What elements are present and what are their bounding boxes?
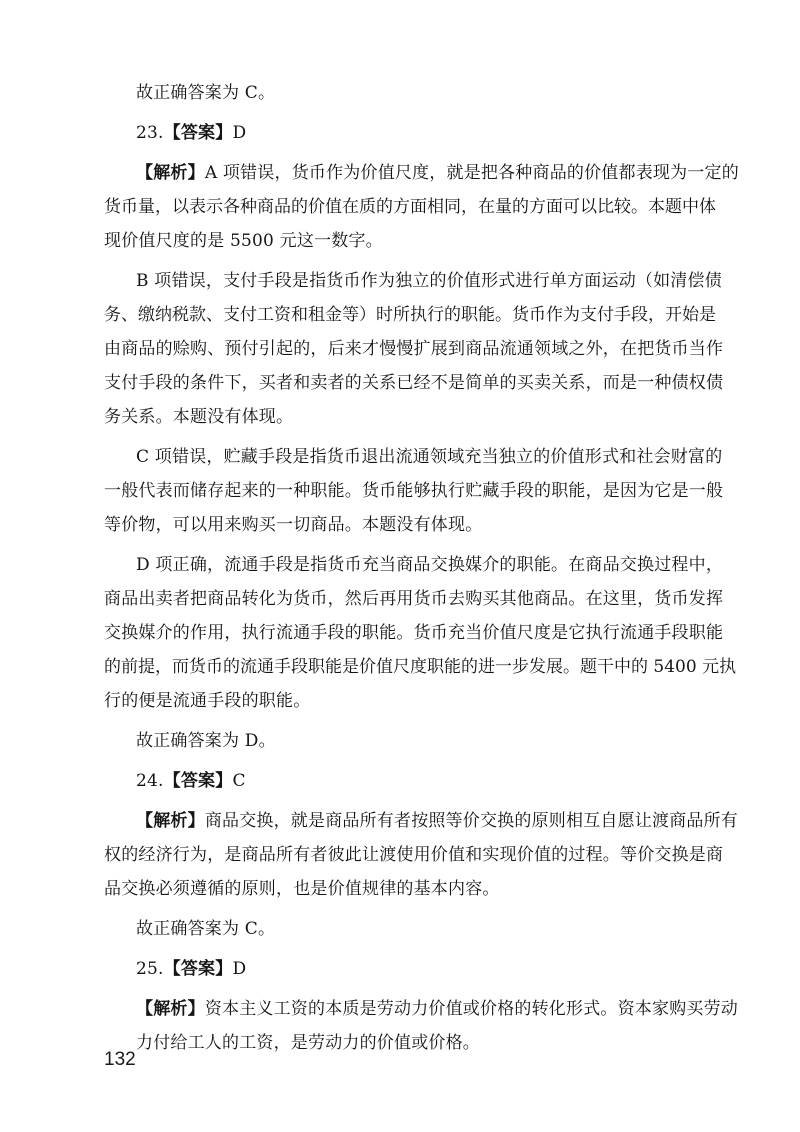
q23-option-d-line-1: D 项正确，流通手段是指货币充当商品交换媒介的职能。在商品交换过程中， [136, 555, 724, 575]
q24-analysis-line-2: 权的经济行为，是商品所有者彼此让渡使用价值和实现价值的过程。等价交换是商 [104, 845, 724, 865]
answer-label: 【答案】 [163, 959, 233, 979]
question-number: 25. [136, 959, 164, 979]
q25-analysis-line-2: 力付给工人的工资，是劳动力的价值或价格。 [136, 1033, 480, 1053]
q24-analysis-line-3: 品交换必须遵循的原则，也是价值规律的基本内容。 [104, 879, 500, 899]
q24-answer-line [104, 764, 738, 798]
q24-analysis-line-1 [104, 804, 738, 838]
analysis-text: 商品交换，就是商品所有者按照等价交换的原则相互自愿让渡商品所有 [204, 811, 739, 831]
q23-option-d-line-5: 行的便是流通手段的职能。 [104, 691, 311, 711]
page-number: 132 [104, 1049, 136, 1070]
q23-option-d-line-4: 的前提，而货币的流通手段职能是价值尺度职能的进一步发展。题干中的 5400 元执 [104, 657, 737, 677]
q23-analysis-line-2: 货币量，以表示各种商品的价值在质的方面相同，在量的方面可以比较。本题中体 [104, 197, 716, 217]
answer-label: 【答案】 [163, 771, 233, 791]
q23-option-d-line-2: 商品出卖者把商品转化为货币，然后再用货币去购买其他商品。在这里，货币发挥 [104, 589, 724, 609]
q23-analysis-line-1 [104, 156, 738, 190]
answer-choice: D [232, 959, 247, 979]
answer-choice: C [232, 771, 246, 791]
q22-conclusion [104, 76, 738, 110]
q23-conclusion: 故正确答案为 D。 [136, 731, 276, 751]
q23-answer-line [104, 116, 738, 150]
analysis-label: 【解析】 [136, 163, 205, 183]
analysis-label: 【解析】 [136, 811, 205, 831]
question-number: 24. [136, 771, 164, 791]
q23-option-c-line-3: 等价物，可以用来购买一切商品。本题没有体现。 [104, 515, 483, 535]
question-number: 23. [136, 123, 164, 143]
q23-option-b-line-3: 由商品的赊购、预付引起的，后来才慢慢扩展到商品流通领域之外，在把货币当作 [104, 339, 724, 359]
q23-option-c-line-2: 一般代表而储存起来的一种职能。货币能够执行贮藏手段的职能，是因为它是一般 [104, 481, 724, 501]
answer-choice: D [232, 123, 247, 143]
conclusion-text: 故正确答案为 C。 [136, 83, 276, 103]
q25-analysis-line-1 [104, 992, 738, 1026]
q23-option-b-line-2: 务、缴纳税款、支付工资和租金等）时所执行的职能。货币作为支付手段，开始是 [104, 305, 716, 325]
q23-analysis-line-3: 现价值尺度的是 5500 元这一数字。 [104, 231, 383, 251]
q25-answer-line [104, 952, 738, 986]
analysis-text: A 项错误，货币作为价值尺度，就是把各种商品的价值都表现为一定的 [204, 163, 739, 183]
q23-option-d-line-3: 交换媒介的作用，执行流通手段的职能。货币充当价值尺度是它执行流通手段职能 [104, 623, 724, 643]
answer-text-column [104, 76, 738, 1060]
analysis-label: 【解析】 [136, 999, 205, 1019]
q23-option-b-line-4: 支付手段的条件下，买者和卖者的关系已经不是简单的买卖关系，而是一种债权债 [104, 373, 724, 393]
q23-option-b-line-1: B 项错误，支付手段是指货币作为独立的价值形式进行单方面运动（如清偿债 [136, 271, 722, 291]
answer-label: 【答案】 [163, 123, 233, 143]
q23-option-c-line-1: C 项错误，贮藏手段是指货币退出流通领域充当独立的价值形式和社会财富的 [136, 447, 723, 467]
q24-conclusion: 故正确答案为 C。 [136, 919, 276, 939]
q23-option-b-line-5: 务关系。本题没有体现。 [104, 407, 294, 427]
analysis-text: 资本主义工资的本质是劳动力价值或价格的转化形式。资本家购买劳动 [204, 999, 739, 1019]
